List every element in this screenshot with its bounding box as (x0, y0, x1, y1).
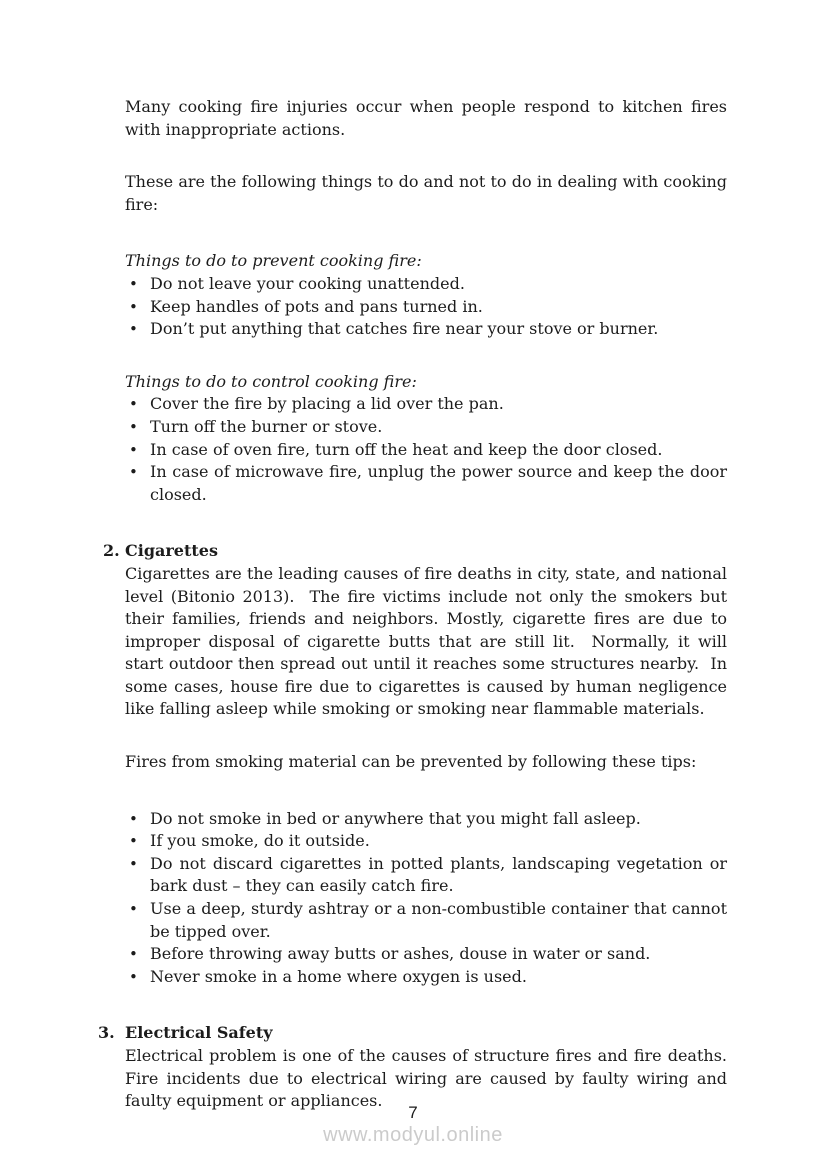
list-item: • Do not smoke in bed or anywhere that you might fall asleep. (125, 808, 727, 831)
list-item: • Never smoke in a home where oxygen is used. (125, 966, 727, 989)
spacer (125, 744, 727, 751)
list-item: • Use a deep, sturdy ashtray or a non-combustible container that cannot be tipped over. (125, 898, 727, 943)
section-title: Cigarettes (125, 541, 218, 561)
list-item: • If you smoke, do it outside. (125, 830, 727, 853)
section-electrical-safety (98, 1022, 727, 1112)
smoking-tips-list (125, 808, 727, 989)
control-cooking-fire-list (125, 393, 727, 506)
prevent-cooking-fire-heading: Things to do to prevent cooking fire: (125, 251, 422, 271)
watermark-url: www.modyul.online (323, 1124, 503, 1146)
section-cigarettes-heading (103, 540, 727, 563)
intro-paragraph-1: Many cooking fire injuries occur when people respond to kitchen fires with inappropriate actions. (125, 97, 727, 139)
list-item: • Don’t put anything that catches fire near your stove or burner. (125, 318, 727, 341)
spacer (125, 164, 727, 171)
prevent-cooking-fire-list (125, 273, 727, 341)
document-body (98, 96, 727, 1113)
page-number: 7 (408, 1103, 418, 1122)
list-item: • Do not discard cigarettes in potted plants, landscaping vegetation or bark dust – they can easily catch fire. (125, 853, 727, 898)
cigarettes-paragraph-2: Fires from smoking material can be prevented by following these tips: (125, 752, 697, 772)
section-cigarettes (103, 540, 727, 988)
electrical-paragraph-1: Electrical problem is one of the causes of structure fires and fire deaths. Fire incidents due to electrical wiring are caused by faulty wiring and faulty equipment or appliances. (125, 1046, 727, 1111)
control-cooking-fire-heading: Things to do to control cooking fire: (125, 371, 417, 391)
list-item: • Before throwing away butts or ashes, douse in water or sand. (125, 943, 727, 966)
list-item: • Keep handles of pots and pans turned in. (125, 296, 727, 319)
section-number: 3. (98, 1023, 115, 1043)
section-number: 2. (103, 541, 120, 561)
list-item: • In case of oven fire, turn off the heat and keep the door closed. (125, 439, 727, 462)
list-item: • Turn off the burner or stove. (125, 416, 727, 439)
section-cigarettes-body (125, 563, 727, 989)
section-title: Electrical Safety (125, 1023, 273, 1043)
list-item: • In case of microwave fire, unplug the power source and keep the door closed. (125, 461, 727, 506)
section-electrical-heading (98, 1022, 727, 1045)
cigarettes-paragraph-1: Cigarettes are the leading causes of fire deaths in city, state, and national level (Bitonio 2013). The fire victims include not only the smokers but their families, friends and neighbors. Mostly, cigarette fires are due to improper disposal of cigarette butts that are still lit. Normally, it will start outdoor then spread out until it reaches some structures nearby. In some cases, house fire due to cigarettes is caused by human negligence like falling asleep while smoking or smoking near flammable materials. (125, 563, 727, 719)
prevent-cooking-fire-subsection (125, 250, 727, 340)
control-cooking-fire-subsection (125, 371, 727, 507)
spacer (125, 239, 727, 250)
list-item: • Cover the fire by placing a lid over the pan. (125, 393, 727, 416)
list-item: • Do not leave your cooking unattended. (125, 273, 727, 296)
intro-paragraph-2: These are the following things to do and not to do in dealing with cooking fire: (125, 172, 727, 214)
spacer (125, 797, 727, 808)
page-footer (0, 1103, 826, 1147)
